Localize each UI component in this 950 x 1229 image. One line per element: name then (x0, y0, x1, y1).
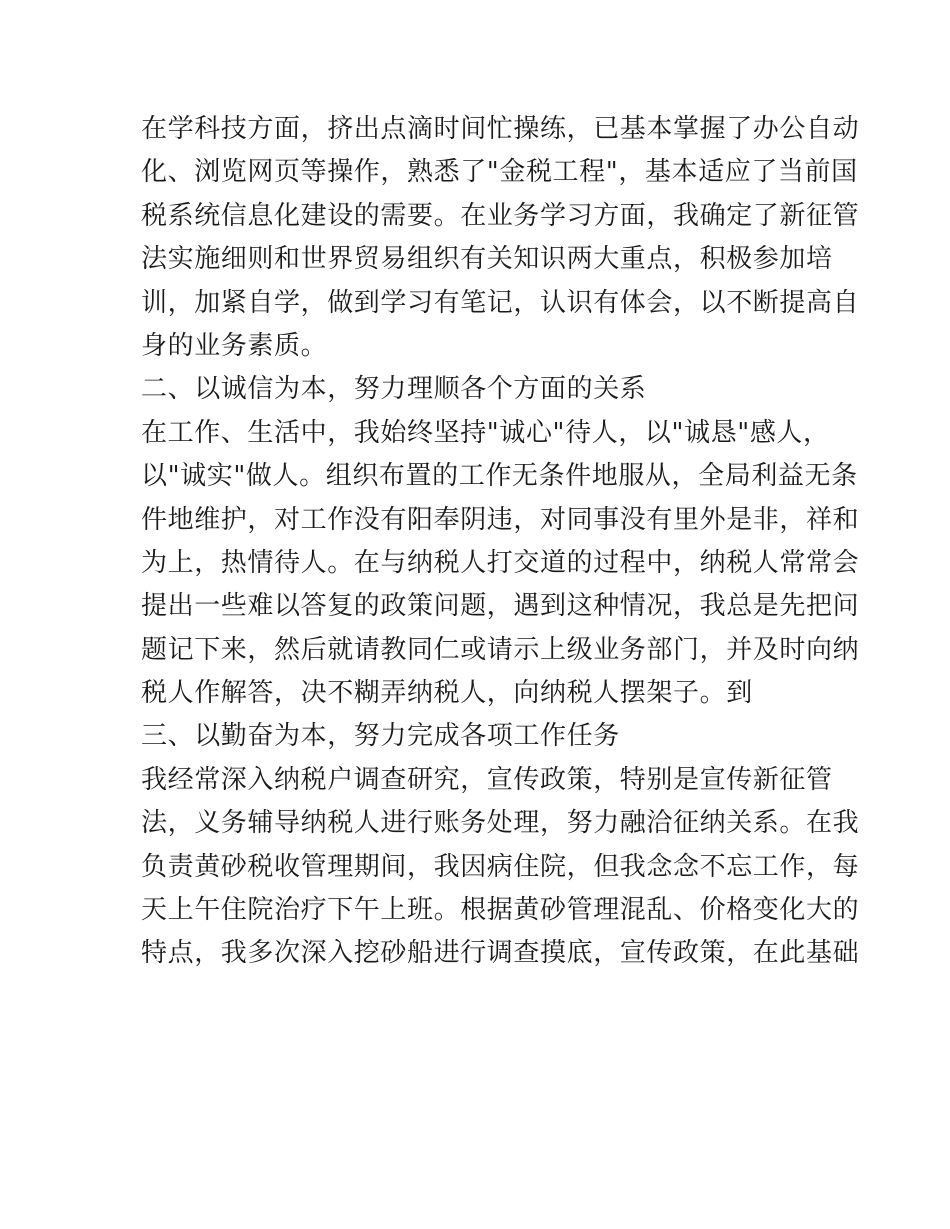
text-line: 我经常深入纳税户调查研究，宣传政策，特别是宣传新征管 (141, 764, 833, 795)
text-line: 天上午住院治疗下午上班。根据黄砂管理混乱、价格变化大的 (141, 895, 860, 926)
text-line: 以"诚实"做人。组织布置的工作无条件地服从，全局利益无条 (141, 461, 858, 492)
body-text (141, 108, 860, 976)
text-line: 特点，我多次深入挖砂船进行调查摸底，宣传政策，在此基础 (141, 938, 860, 969)
text-line: 身的业务素质。 (141, 330, 328, 361)
text-line: 提出一些难以答复的政策问题，遇到这种情况，我总是先把问 (141, 591, 860, 622)
text-line: 在工作、生活中，我始终坚持"诚心"待人，以"诚恳"感人， (141, 417, 830, 448)
section-heading: 三、以勤奋为本，努力完成各项工作任务 (141, 721, 620, 752)
section-heading: 二、以诚信为本，努力理顺各个方面的关系 (141, 374, 647, 405)
text-line: 法，义务辅导纳税人进行账务处理，努力融洽征纳关系。在我 (141, 808, 860, 839)
text-line: 在学科技方面，挤出点滴时间忙操练，已基本掌握了办公自动 (141, 114, 860, 144)
text-line: 题记下来，然后就请教同仁或请示上级业务部门，并及时向纳 (141, 634, 860, 665)
text-line: 训，加紧自学，做到学习有笔记，认识有体会，以不断提高自 (141, 287, 860, 318)
text-line: 法实施细则和世界贸易组织有关知识两大重点，积极参加培 (141, 244, 833, 275)
text-line: 负责黄砂税收管理期间，我因病住院，但我念念不忘工作，每 (141, 851, 860, 882)
text-line: 化、浏览网页等操作，熟悉了"金税工程"，基本适应了当前国 (141, 157, 858, 188)
text-line: 为上，热情待人。在与纳税人打交道的过程中，纳税人常常会 (141, 547, 860, 578)
text-line: 税人作解答，决不糊弄纳税人，向纳税人摆架子。到 (141, 678, 753, 709)
text-line: 税系统信息化建设的需要。在业务学习方面，我确定了新征管 (141, 200, 860, 231)
text-line: 件地维护，对工作没有阳奉阴违，对同事没有里外是非，祥和 (141, 504, 860, 535)
